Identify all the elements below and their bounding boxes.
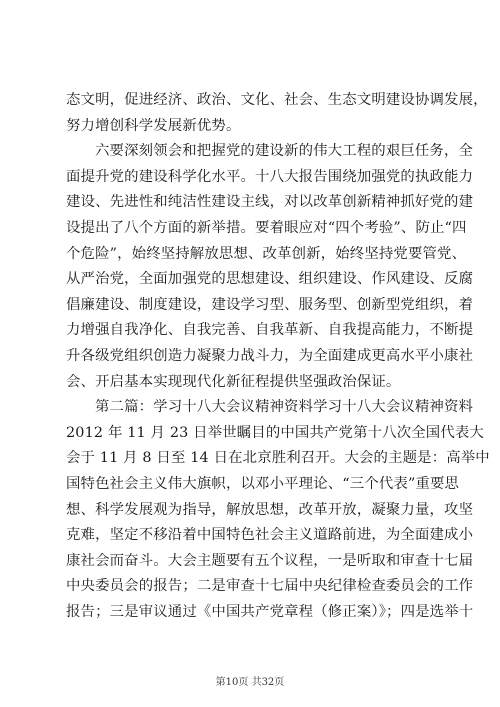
text-line: 升各级党组织创造力凝聚力战斗力，为全面建成更高水平小康社 [66,347,474,364]
text-line: 报告；三是审议通过《中国共产党章程（修正案）》；四是选举十 [66,603,474,620]
paragraph [66,139,474,395]
text-line: 力增强自我净化、自我完善、自我革新、自我提高能力，不断提 [66,322,474,339]
text-line: 中央委员会的报告；二是审查十七届中央纪律检查委员会的工作 [66,578,474,595]
text-line: 国特色社会主义伟大旗帜，以邓小平理论、“三个代表”重要思 [66,475,460,492]
text-line: 设提出了八个方面的新举措。要着眼应对“四个考验”、防止“四 [66,219,467,236]
paragraph [66,88,488,139]
text-line: 六要深刻领会和把握党的建设新的伟大工程的艰巨任务，全 [95,143,474,160]
text-line: 康社会而奋斗。大会主题要有五个议程，一是听取和审查十七届 [66,552,474,569]
text-line: 态文明，促进经济、政治、文化、社会、生态文明建设协调发展， [66,92,488,108]
text-line: 第二篇：学习十八大会议精神资料学习十八大会议精神资料 [95,399,474,416]
text-line: 想、科学发展观为指导，解放思想，改革开放，凝聚力量，攻坚 [66,501,474,518]
text-line: 努力增创科学发展新优势。 [66,117,241,134]
text-line: 克难，坚定不移沿着中国特色社会主义道路前进，为全面建成小 [66,527,474,544]
text-line: 从严治党，全面加强党的思想建设、组织建设、作风建设、反腐 [66,271,474,288]
text-line: 倡廉建设、制度建设，建设学习型、服务型、创新型党组织，着 [66,296,474,313]
text-line: 会于 11 月 8 日至 14 日在北京胜利召开。大会的主题是：高举中 [66,450,490,467]
document-body [66,88,490,625]
text-line: 会、开启基本实现现代化新征程提供坚强政治保证。 [66,373,401,390]
paragraph [66,395,490,625]
text-line: 面提升党的建设科学化水平。十八大报告围绕加强党的执政能力 [66,168,474,185]
page-number-footer: 第10页 共32页 [215,677,285,688]
text-line: 2012 年 11 月 23 日举世瞩目的中国共产党第十八次全国代表大 [66,424,484,441]
text-line: 建设、先进性和纯洁性建设主线，对以改革创新精神抓好党的建 [66,194,474,211]
text-line: 个危险”，始终坚持解放思想、改革创新，始终坚持党要管党、 [66,245,467,262]
